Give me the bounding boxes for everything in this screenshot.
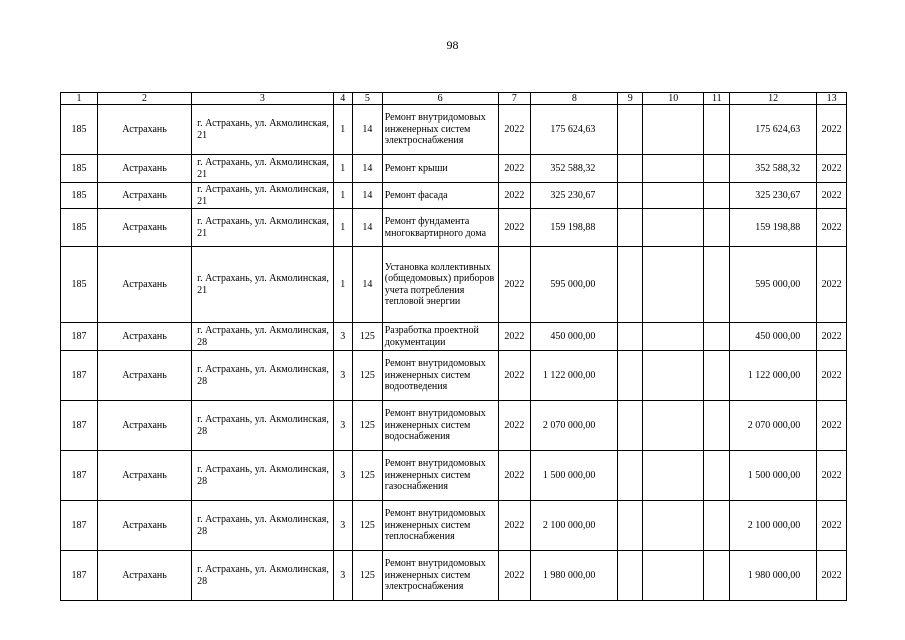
total-cost-cell: 159 198,88 <box>531 209 618 247</box>
total-cost-cell: 325 230,67 <box>531 183 618 209</box>
total-cost-cell: 2 070 000,00 <box>531 401 618 451</box>
value-cell-5: 14 <box>353 247 383 323</box>
column-number-cell: 12 <box>730 93 817 105</box>
value-cell-4: 3 <box>333 451 352 501</box>
column-number-cell: 1 <box>61 93 98 105</box>
total-cost-cell: 175 624,63 <box>531 105 618 155</box>
value-cell-11 <box>704 183 730 209</box>
value-cell-5: 14 <box>353 209 383 247</box>
municipality-cell: Астрахань <box>97 209 191 247</box>
table-row <box>61 323 847 351</box>
table-row <box>61 351 847 401</box>
completion-year-cell: 2022 <box>817 351 847 401</box>
column-number-cell: 5 <box>353 93 383 105</box>
value-cell-4: 3 <box>333 501 352 551</box>
row-number-cell: 185 <box>61 183 98 209</box>
address-cell: г. Астрахань, ул. Акмолинская, 28 <box>192 551 333 601</box>
municipality-cell: Астрахань <box>97 247 191 323</box>
completion-year-cell: 2022 <box>817 155 847 183</box>
value-cell-5: 125 <box>353 401 383 451</box>
column-number-cell: 7 <box>498 93 531 105</box>
municipality-cell: Астрахань <box>97 451 191 501</box>
table-row <box>61 247 847 323</box>
column-number-cell: 13 <box>817 93 847 105</box>
cost-cell-12: 450 000,00 <box>730 323 817 351</box>
row-number-cell: 185 <box>61 155 98 183</box>
address-cell: г. Астрахань, ул. Акмолинская, 28 <box>192 351 333 401</box>
municipality-cell: Астрахань <box>97 351 191 401</box>
value-cell-5: 125 <box>353 351 383 401</box>
municipality-cell: Астрахань <box>97 183 191 209</box>
value-cell-10 <box>643 323 704 351</box>
value-cell-11 <box>704 105 730 155</box>
value-cell-5: 125 <box>353 323 383 351</box>
value-cell-9 <box>618 551 643 601</box>
value-cell-9 <box>618 351 643 401</box>
value-cell-11 <box>704 155 730 183</box>
value-cell-10 <box>643 551 704 601</box>
year-cell: 2022 <box>498 105 531 155</box>
completion-year-cell: 2022 <box>817 451 847 501</box>
total-cost-cell: 1 122 000,00 <box>531 351 618 401</box>
table-row <box>61 105 847 155</box>
municipality-cell: Астрахань <box>97 551 191 601</box>
value-cell-9 <box>618 401 643 451</box>
address-cell: г. Астрахань, ул. Акмолинская, 28 <box>192 451 333 501</box>
row-number-cell: 187 <box>61 501 98 551</box>
total-cost-cell: 2 100 000,00 <box>531 501 618 551</box>
column-number-header-row <box>61 93 847 105</box>
cost-cell-12: 352 588,32 <box>730 155 817 183</box>
work-type-cell: Ремонт внутридомовых инженерных систем водоснабжения <box>382 401 498 451</box>
column-number-cell: 8 <box>531 93 618 105</box>
total-cost-cell: 450 000,00 <box>531 323 618 351</box>
work-type-cell: Ремонт фундамента многоквартирного дома <box>382 209 498 247</box>
value-cell-10 <box>643 183 704 209</box>
value-cell-9 <box>618 323 643 351</box>
work-type-cell: Ремонт внутридомовых инженерных систем электроснабжения <box>382 551 498 601</box>
value-cell-9 <box>618 247 643 323</box>
value-cell-4: 1 <box>333 155 352 183</box>
year-cell: 2022 <box>498 155 531 183</box>
value-cell-9 <box>618 451 643 501</box>
total-cost-cell: 352 588,32 <box>531 155 618 183</box>
total-cost-cell: 595 000,00 <box>531 247 618 323</box>
completion-year-cell: 2022 <box>817 209 847 247</box>
row-number-cell: 187 <box>61 551 98 601</box>
municipality-cell: Астрахань <box>97 401 191 451</box>
cost-cell-12: 325 230,67 <box>730 183 817 209</box>
value-cell-4: 3 <box>333 551 352 601</box>
table-row <box>61 183 847 209</box>
value-cell-11 <box>704 323 730 351</box>
completion-year-cell: 2022 <box>817 551 847 601</box>
row-number-cell: 185 <box>61 247 98 323</box>
year-cell: 2022 <box>498 183 531 209</box>
value-cell-10 <box>643 501 704 551</box>
value-cell-4: 3 <box>333 401 352 451</box>
municipality-cell: Астрахань <box>97 105 191 155</box>
cost-cell-12: 595 000,00 <box>730 247 817 323</box>
completion-year-cell: 2022 <box>817 183 847 209</box>
value-cell-10 <box>643 105 704 155</box>
value-cell-5: 125 <box>353 501 383 551</box>
year-cell: 2022 <box>498 401 531 451</box>
value-cell-10 <box>643 451 704 501</box>
municipality-cell: Астрахань <box>97 501 191 551</box>
column-number-cell: 6 <box>382 93 498 105</box>
value-cell-4: 1 <box>333 105 352 155</box>
value-cell-4: 1 <box>333 209 352 247</box>
completion-year-cell: 2022 <box>817 323 847 351</box>
value-cell-9 <box>618 155 643 183</box>
value-cell-10 <box>643 351 704 401</box>
address-cell: г. Астрахань, ул. Акмолинская, 21 <box>192 209 333 247</box>
address-cell: г. Астрахань, ул. Акмолинская, 21 <box>192 155 333 183</box>
value-cell-9 <box>618 209 643 247</box>
value-cell-10 <box>643 401 704 451</box>
value-cell-11 <box>704 351 730 401</box>
value-cell-5: 14 <box>353 183 383 209</box>
table-row <box>61 401 847 451</box>
work-type-cell: Установка коллективных (общедомовых) приборов учета потребления тепловой энергии <box>382 247 498 323</box>
cost-cell-12: 159 198,88 <box>730 209 817 247</box>
value-cell-4: 1 <box>333 183 352 209</box>
cost-cell-12: 2 070 000,00 <box>730 401 817 451</box>
completion-year-cell: 2022 <box>817 501 847 551</box>
completion-year-cell: 2022 <box>817 401 847 451</box>
column-number-cell: 3 <box>192 93 333 105</box>
work-type-cell: Ремонт внутридомовых инженерных систем газоснабжения <box>382 451 498 501</box>
work-type-cell: Ремонт фасада <box>382 183 498 209</box>
value-cell-11 <box>704 209 730 247</box>
row-number-cell: 185 <box>61 105 98 155</box>
table-row <box>61 155 847 183</box>
table-row <box>61 551 847 601</box>
value-cell-4: 1 <box>333 247 352 323</box>
value-cell-10 <box>643 209 704 247</box>
row-number-cell: 187 <box>61 401 98 451</box>
table-row <box>61 501 847 551</box>
address-cell: г. Астрахань, ул. Акмолинская, 21 <box>192 183 333 209</box>
value-cell-9 <box>618 183 643 209</box>
cost-cell-12: 1 122 000,00 <box>730 351 817 401</box>
column-number-cell: 9 <box>618 93 643 105</box>
value-cell-10 <box>643 155 704 183</box>
year-cell: 2022 <box>498 351 531 401</box>
year-cell: 2022 <box>498 247 531 323</box>
table-body <box>61 93 847 601</box>
value-cell-4: 3 <box>333 323 352 351</box>
value-cell-11 <box>704 501 730 551</box>
cost-cell-12: 1 980 000,00 <box>730 551 817 601</box>
value-cell-5: 14 <box>353 155 383 183</box>
cost-cell-12: 2 100 000,00 <box>730 501 817 551</box>
year-cell: 2022 <box>498 501 531 551</box>
total-cost-cell: 1 500 000,00 <box>531 451 618 501</box>
year-cell: 2022 <box>498 551 531 601</box>
value-cell-9 <box>618 501 643 551</box>
work-type-cell: Разработка проектной документации <box>382 323 498 351</box>
value-cell-11 <box>704 401 730 451</box>
column-number-cell: 10 <box>643 93 704 105</box>
address-cell: г. Астрахань, ул. Акмолинская, 21 <box>192 105 333 155</box>
completion-year-cell: 2022 <box>817 105 847 155</box>
work-type-cell: Ремонт внутридомовых инженерных систем электроснабжения <box>382 105 498 155</box>
total-cost-cell: 1 980 000,00 <box>531 551 618 601</box>
column-number-cell: 11 <box>704 93 730 105</box>
year-cell: 2022 <box>498 209 531 247</box>
value-cell-11 <box>704 551 730 601</box>
work-type-cell: Ремонт внутридомовых инженерных систем теплоснабжения <box>382 501 498 551</box>
address-cell: г. Астрахань, ул. Акмолинская, 28 <box>192 401 333 451</box>
value-cell-9 <box>618 105 643 155</box>
work-type-cell: Ремонт внутридомовых инженерных систем водоотведения <box>382 351 498 401</box>
address-cell: г. Астрахань, ул. Акмолинская, 28 <box>192 323 333 351</box>
column-number-cell: 4 <box>333 93 352 105</box>
row-number-cell: 187 <box>61 323 98 351</box>
value-cell-11 <box>704 451 730 501</box>
row-number-cell: 185 <box>61 209 98 247</box>
work-type-cell: Ремонт крыши <box>382 155 498 183</box>
page-number: 98 <box>446 38 459 52</box>
value-cell-5: 125 <box>353 451 383 501</box>
table-row <box>61 451 847 501</box>
row-number-cell: 187 <box>61 451 98 501</box>
value-cell-11 <box>704 247 730 323</box>
value-cell-5: 125 <box>353 551 383 601</box>
address-cell: г. Астрахань, ул. Акмолинская, 21 <box>192 247 333 323</box>
municipality-cell: Астрахань <box>97 155 191 183</box>
completion-year-cell: 2022 <box>817 247 847 323</box>
column-number-cell: 2 <box>97 93 191 105</box>
table-row <box>61 209 847 247</box>
cost-cell-12: 1 500 000,00 <box>730 451 817 501</box>
year-cell: 2022 <box>498 323 531 351</box>
capital-repair-table <box>60 92 847 601</box>
value-cell-4: 3 <box>333 351 352 401</box>
value-cell-10 <box>643 247 704 323</box>
municipality-cell: Астрахань <box>97 323 191 351</box>
year-cell: 2022 <box>498 451 531 501</box>
value-cell-5: 14 <box>353 105 383 155</box>
cost-cell-12: 175 624,63 <box>730 105 817 155</box>
row-number-cell: 187 <box>61 351 98 401</box>
address-cell: г. Астрахань, ул. Акмолинская, 28 <box>192 501 333 551</box>
